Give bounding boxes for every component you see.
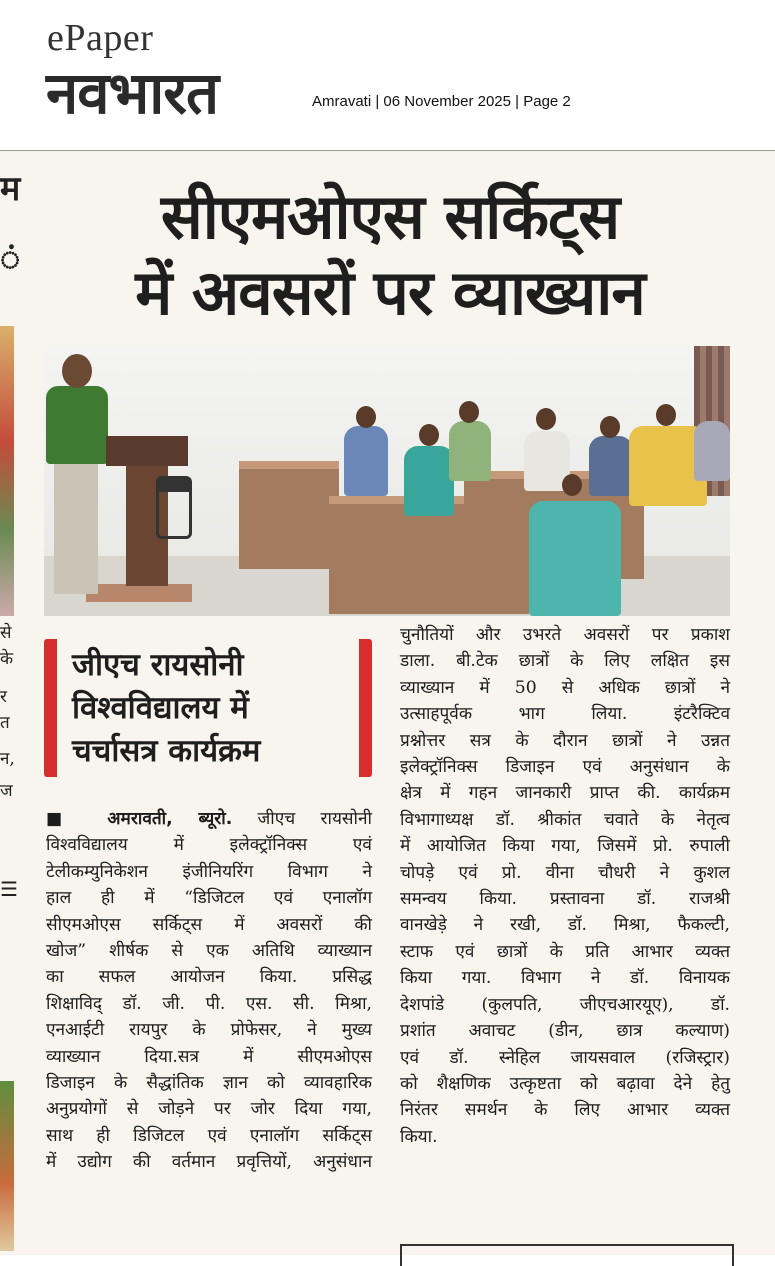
fragment-photo [0,326,14,616]
body-line: डिजाइन के सैद्धांतिक ज्ञान को व्यावहारिक [46,1073,372,1094]
body-line: विश्वविद्यालय में इलेक्ट्रॉनिक्स एवं [46,835,372,856]
body-line: एवं डॉ. स्नेहिल जायसवाल (रजिस्ट्रार) [400,1047,730,1068]
article-clipping [0,151,775,1255]
body-text: जीएच रायसोनी [257,809,372,829]
body-line: किया. [400,1126,438,1147]
headline-line: सीएमओएस सर्किट्स [160,180,620,253]
body-line: प्रशांत अवाचट (डीन, छात्र कल्याण) [400,1021,730,1042]
article-body-right [400,622,730,1150]
body-line: विभागाध्यक्ष डॉ. श्रीकांत चवाते के नेतृत्व [400,809,730,830]
epaper-header [0,0,775,150]
article-photo [44,346,730,616]
body-line: निरंतर समर्थन के लिए आभार व्यक्त [400,1100,730,1121]
dateline: अमरावती, ब्यूरो. [107,809,233,829]
body-line: वानखेड़े ने रखी, डॉ. मिश्रा, फैकल्टी, [400,915,730,936]
body-line: प्रश्नोत्तर सत्र के दौरान छात्रों ने उन्नत [400,730,730,751]
body-line: सीएमओएस सर्किट्स में अवसरों की [46,914,372,935]
fragment-char: ज [0,781,13,801]
body-line: समन्वय किया. प्रस्तावना डॉ. राजश्री [400,889,730,910]
article-body-left [46,806,372,1176]
body-line: व्याख्यान दिया.सत्र में सीएमओएस [46,1046,372,1067]
bullet-icon: ■ [46,809,83,829]
body-line: का सफल आयोजन किया. प्रसिद्ध [46,967,372,988]
fragment-char: म [0,169,21,209]
body-line: व्याख्यान में 50 से अधिक छात्रों ने [400,677,730,698]
newspaper-logo[interactable]: नवभारत [46,59,219,127]
body-line: इलेक्ट्रॉनिक्स डिजाइन एवं अनुसंधान के [400,757,730,778]
body-line: देशपांडे (कुलपति, जीएचआरयूए), डॉ. [400,994,730,1015]
fragment-char: ं [0,239,21,279]
body-line [46,806,372,832]
body-line: डाला. बी.टेक छात्रों के लिए लक्षित इस [400,651,730,672]
body-line: एनआईटी रायपुर के प्रोफेसर, ने मुख्य [46,1020,372,1041]
article-subheadline [72,644,362,773]
body-line: चोपड़े एवं प्रो. वीना चौधरी ने कुशल [400,862,730,883]
menu-icon: ☰ [0,877,18,901]
adjacent-column-fragment [0,151,21,1255]
subheadline-line: जीएच रायसोनी [72,647,244,683]
body-line: में उद्योग की वर्तमान प्रवृत्तियों, अनुसंधान [46,1152,372,1173]
next-article-box-fragment [400,1244,734,1266]
body-line: खोज” शीर्षक से एक अतिथि व्याख्यान [46,941,372,962]
body-line: किया गया. विभाग ने डॉ. विनायक [400,968,730,989]
body-line: को शैक्षणिक उत्कृष्टता को बढ़ावा देने हेतु [400,1073,730,1094]
fragment-char: र [0,687,7,707]
body-line: साथ ही डिजिटल एवं एनालॉग सर्किट्स [46,1125,372,1146]
edition-info: Amravati | 06 November 2025 | Page 2 [312,93,571,110]
fragment-char: से [0,623,12,643]
fragment-photo [0,1081,14,1251]
subheadline-line: विश्वविद्यालय में [72,690,249,726]
body-line: टेलीकम्युनिकेशन इंजीनियरिंग विभाग ने [46,861,372,882]
subheadline-line: चर्चासत्र कार्यक्रम [72,733,261,769]
body-line: शिक्षाविद् डॉ. जी. पी. एस. सी. मिश्रा, [46,993,372,1014]
fragment-char: त [0,713,10,733]
body-line: स्टाफ एवं छात्रों के प्रति आभार व्यक्त [400,941,730,962]
body-line: उत्साहपूर्वक भाग लिया. इंटरैक्टिव [400,704,730,725]
body-line: हाल ही में “डिजिटल एवं एनालॉग [46,888,372,909]
epaper-label: ePaper [47,17,154,59]
body-line: क्षेत्र में गहन जानकारी प्राप्त की. कार्यक्रम [400,783,730,804]
body-line: अनुप्रयोगों से जोड़ने पर जोर दिया गया, [46,1099,372,1120]
fragment-char: न, [0,749,15,769]
fragment-char: के [0,649,14,669]
headline-line: में अवसरों पर व्याख्यान [135,256,645,329]
body-line: चुनौतियों और उभरते अवसरों पर प्रकाश [400,625,730,645]
article-headline [45,179,735,331]
body-line: में आयोजित किया गया, जिसमें प्रो. रुपाली [400,836,730,857]
